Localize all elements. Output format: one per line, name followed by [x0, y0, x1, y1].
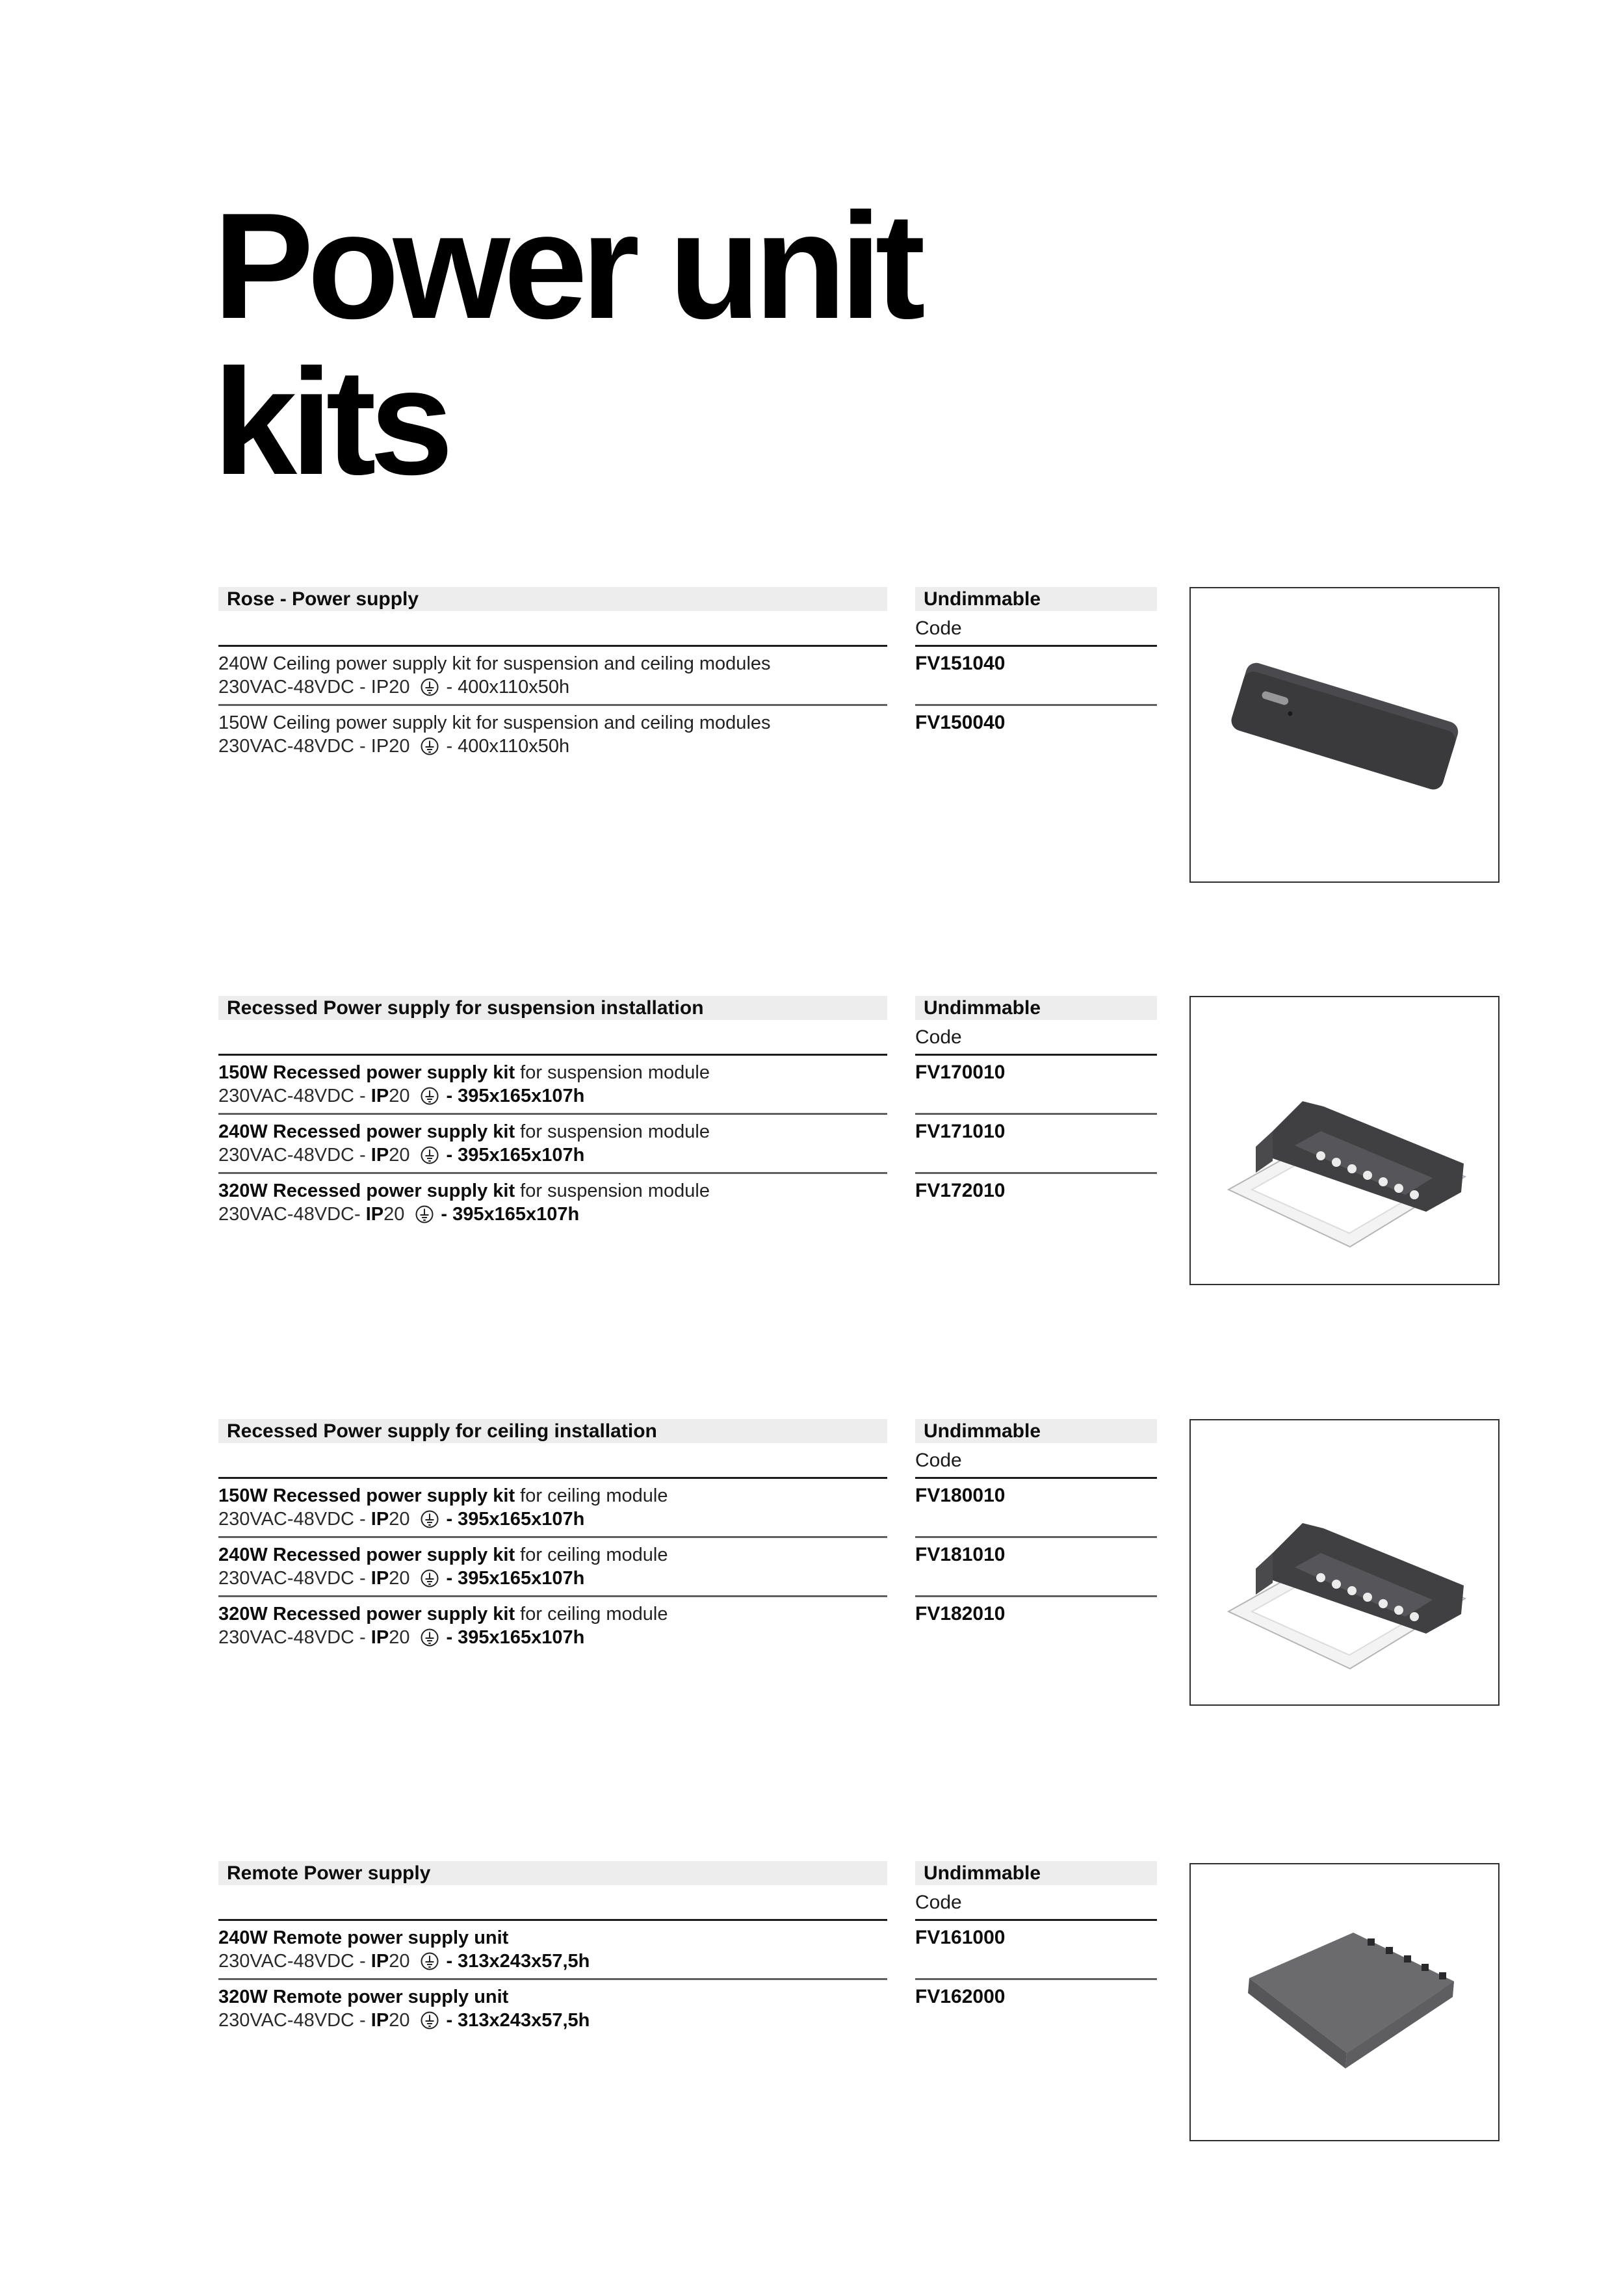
product-name: 150W Recessed power supply kit for ceiling module [218, 1485, 668, 1506]
spacer-cell [218, 1885, 887, 1921]
section-rose-power-supply [218, 587, 1157, 763]
product-spec: 230VAC-48VDC - IP20 - 395x165x107h [218, 1086, 585, 1106]
product-row [218, 704, 1157, 763]
product-name: 240W Ceiling power supply kit for suspension and ceiling modules [218, 653, 771, 674]
product-spec: 230VAC-48VDC - IP20 - 400x110x50h [218, 736, 570, 757]
spacer-cell [218, 1443, 887, 1479]
grounding-icon [420, 1628, 439, 1647]
section-remote-power-supply [218, 1861, 1157, 2037]
product-row [218, 1921, 1157, 1978]
grounding-icon [415, 1205, 434, 1224]
product-code: FV180010 [915, 1485, 1006, 1506]
product-spec: 230VAC-48VDC - IP20 - 395x165x107h [218, 1627, 585, 1648]
product-image-box [1189, 1419, 1500, 1706]
product-name: 240W Remote power supply unit [218, 1927, 509, 1948]
product-row [218, 647, 1157, 704]
grounding-icon [420, 1086, 439, 1106]
column-undimmable: Undimmable [915, 1419, 1157, 1443]
section-header [218, 587, 1157, 611]
grounding-icon [420, 2011, 439, 2030]
product-row [218, 1595, 1157, 1654]
remote-power-supply-image [1191, 1864, 1498, 2140]
product-image-box [1189, 587, 1500, 883]
ceiling-power-supply-image [1191, 588, 1498, 881]
column-code-label: Code [915, 1885, 1157, 1921]
grounding-icon [420, 1145, 439, 1165]
product-name: 240W Recessed power supply kit for ceiling module [218, 1545, 668, 1565]
section-title: Rose - Power supply [218, 587, 887, 611]
product-row [218, 1978, 1157, 2037]
column-code-label: Code [915, 1443, 1157, 1479]
column-undimmable: Undimmable [915, 996, 1157, 1020]
section-header [218, 1861, 1157, 1885]
column-undimmable: Undimmable [915, 587, 1157, 611]
product-name: 320W Recessed power supply kit for ceiling module [218, 1604, 668, 1624]
grounding-icon [420, 677, 439, 697]
product-row [218, 1536, 1157, 1595]
code-header-row [218, 1885, 1157, 1921]
section-title: Recessed Power supply for suspension installation [218, 996, 887, 1020]
product-row [218, 1172, 1157, 1231]
recessed-power-supply-image [1191, 1420, 1498, 1704]
grounding-icon [420, 1569, 439, 1588]
product-row [218, 1479, 1157, 1536]
product-code: FV170010 [915, 1062, 1006, 1083]
product-name: 320W Remote power supply unit [218, 1987, 509, 2007]
spacer-cell [218, 611, 887, 647]
code-header-row [218, 1443, 1157, 1479]
product-code: FV151040 [915, 653, 1006, 674]
product-name: 320W Recessed power supply kit for suspension module [218, 1181, 710, 1201]
spacer-cell [218, 1020, 887, 1056]
product-name: 240W Recessed power supply kit for suspension module [218, 1121, 710, 1142]
code-header-row [218, 611, 1157, 647]
product-code: FV150040 [915, 704, 1157, 763]
page-title-line2: kits [213, 338, 447, 506]
product-code: FV172010 [915, 1172, 1157, 1231]
product-spec: 230VAC-48VDC - IP20 - 395x165x107h [218, 1509, 585, 1530]
product-spec: 230VAC-48VDC - IP20 - 313x243x57,5h [218, 2010, 590, 2031]
product-code: FV171010 [915, 1113, 1157, 1172]
recessed-power-supply-image [1191, 997, 1498, 1284]
product-code: FV162000 [915, 1978, 1157, 2037]
product-spec: 230VAC-48VDC - IP20 - 395x165x107h [218, 1145, 585, 1166]
page-title-line1: Power unit [213, 182, 919, 350]
column-code-label: Code [915, 1020, 1157, 1056]
product-code: FV182010 [915, 1595, 1157, 1654]
section-header [218, 996, 1157, 1020]
product-code: FV181010 [915, 1536, 1157, 1595]
section-title: Remote Power supply [218, 1861, 887, 1885]
product-name: 150W Recessed power supply kit for suspension module [218, 1062, 710, 1083]
product-code: FV161000 [915, 1927, 1006, 1948]
product-image-box [1189, 996, 1500, 1285]
product-spec: 230VAC-48VDC- IP20 - 395x165x107h [218, 1204, 580, 1225]
grounding-icon [420, 1951, 439, 1971]
page-title [213, 182, 919, 506]
product-row [218, 1056, 1157, 1113]
product-spec: 230VAC-48VDC - IP20 - 395x165x107h [218, 1568, 585, 1589]
section-header [218, 1419, 1157, 1443]
column-undimmable: Undimmable [915, 1861, 1157, 1885]
section-recessed-suspension [218, 996, 1157, 1231]
column-code-label: Code [915, 611, 1157, 647]
grounding-icon [420, 737, 439, 756]
product-spec: 230VAC-48VDC - IP20 - 400x110x50h [218, 677, 570, 698]
product-spec: 230VAC-48VDC - IP20 - 313x243x57,5h [218, 1951, 590, 1972]
product-row [218, 1113, 1157, 1172]
product-image-box [1189, 1863, 1500, 2141]
grounding-icon [420, 1509, 439, 1529]
code-header-row [218, 1020, 1157, 1056]
section-title: Recessed Power supply for ceiling installation [218, 1419, 887, 1443]
product-name: 150W Ceiling power supply kit for suspension and ceiling modules [218, 712, 771, 733]
section-recessed-ceiling [218, 1419, 1157, 1654]
